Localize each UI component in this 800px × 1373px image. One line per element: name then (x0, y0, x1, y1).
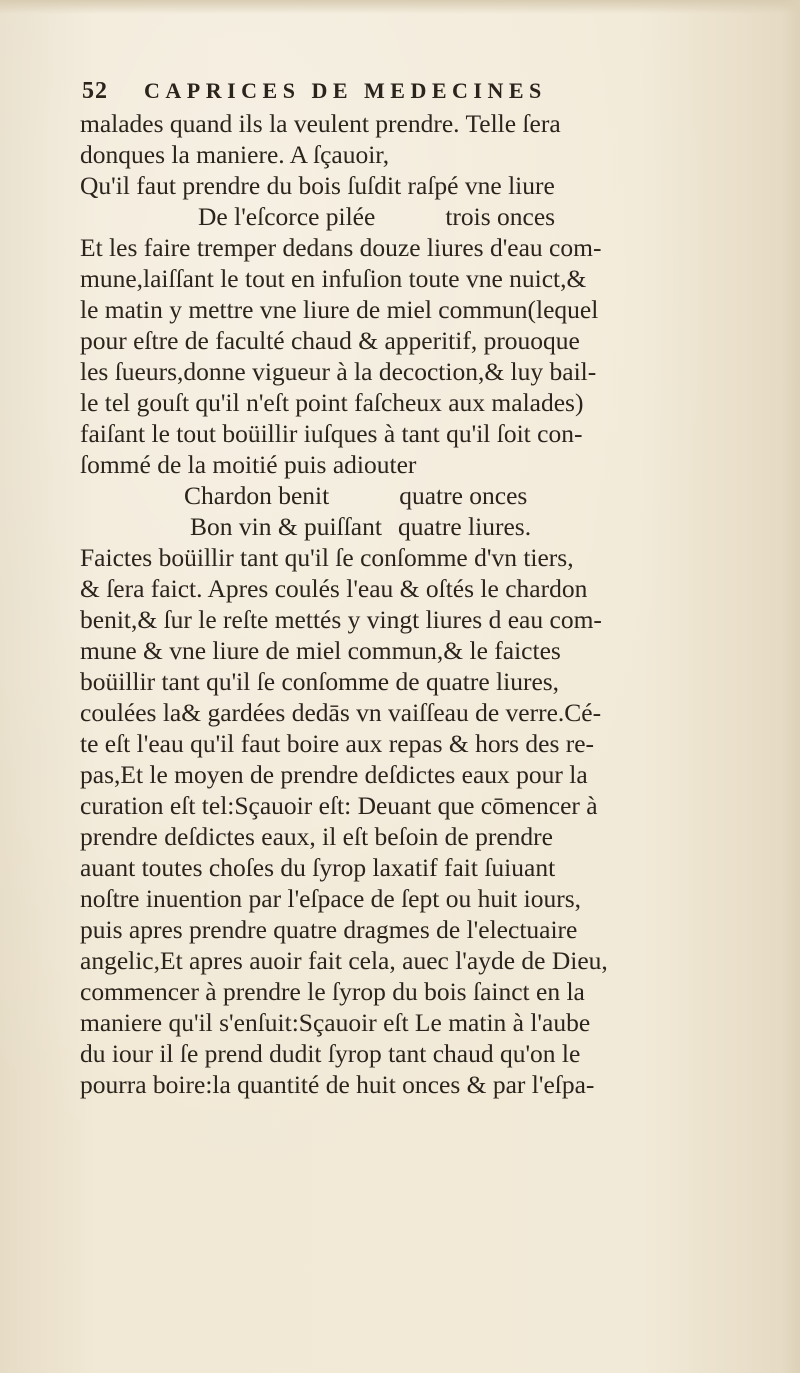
recipe-ingredient-line (80, 480, 770, 511)
running-head (82, 78, 722, 112)
ingredient-quantity: trois onces (445, 202, 556, 231)
text-line: Et les faire tremper dedans douze liures d'eau com- (80, 233, 602, 262)
text-line: le tel gouſt qu'il n'eſt point faſcheux aux malades) (80, 388, 584, 417)
page-right-edge (782, 0, 800, 1373)
text-line: curation eſt tel:Sçauoir eſt: Deuant que cōmencer à (80, 791, 598, 820)
ingredient-quantity: quatre onces (399, 481, 528, 510)
text-line: coulées la& gardées dedās vn vaiſſeau de verre.Cé- (80, 698, 602, 727)
ingredient-name: De l'eſcorce pilée (198, 202, 376, 231)
text-line: le matin y mettre vne liure de miel commun(lequel (80, 295, 599, 324)
ingredient-name: Bon vin & puiſſant (190, 512, 382, 541)
recipe-ingredient-line (80, 201, 770, 232)
text-line: malades quand ils la veulent prendre. Telle ſera (80, 109, 561, 138)
text-line: pour eſtre de faculté chaud & apperitif, prouoque (80, 326, 580, 355)
text-line: Qu'il faut prendre du bois ſuſdit raſpé vne liure (80, 171, 555, 200)
text-line: prendre deſdictes eaux, il eſt beſoin de prendre (80, 822, 553, 851)
text-line: boüillir tant qu'il ſe conſomme de quatre liures, (80, 667, 560, 696)
text-line: commencer à prendre le ſyrop du bois ſainct en la (80, 977, 585, 1006)
body-text (80, 108, 770, 1100)
recipe-ingredient-line (80, 511, 770, 542)
text-line: benit,& ſur le reſte mettés y vingt liures d eau com- (80, 605, 602, 634)
text-line: donques la maniere. A ſçauoir, (80, 140, 390, 169)
text-line: puis apres prendre quatre dragmes de l'electuaire (80, 915, 578, 944)
text-line: maniere qu'il s'enſuit:Sçauoir eſt Le matin à l'aube (80, 1008, 591, 1037)
page-top-edge (0, 0, 800, 14)
text-line: noſtre inuention par l'eſpace de ſept ou huit iours, (80, 884, 581, 913)
text-line: du iour il ſe prend dudit ſyrop tant chaud qu'on le (80, 1039, 581, 1068)
text-line: & ſera faict. Apres coulés l'eau & oſtés le chardon (80, 574, 588, 603)
text-line: mune,laiſſant le tout en infuſion toute vne nuict,& (80, 264, 587, 293)
text-line: mune & vne liure de miel commun,& le faictes (80, 636, 561, 665)
text-line: te eſt l'eau qu'il faut boire aux repas & hors des re- (80, 729, 595, 758)
ingredient-quantity: quatre liures. (397, 512, 532, 541)
text-line: les ſueurs,donne vigueur à la decoction,& luy bail- (80, 357, 597, 386)
page-number: 52 (82, 78, 108, 104)
text-line: auant toutes choſes du ſyrop laxatif fait ſuiuant (80, 853, 556, 882)
text-line: ſommé de la moitié puis adiouter (80, 450, 417, 479)
text-line: angelic,Et apres auoir fait cela, auec l'ayde de Dieu, (80, 946, 608, 975)
text-line: pas,Et le moyen de prendre deſdictes eaux pour la (80, 760, 588, 789)
running-title: CAPRICES DE MEDECINES (144, 78, 547, 103)
ingredient-name: Chardon benit (184, 481, 330, 510)
text-line: Faictes boüillir tant qu'il ſe conſomme d'vn tiers, (80, 543, 574, 572)
text-line: pourra boire:la quantité de huit onces & par l'eſpa- (80, 1070, 595, 1099)
text-line: faiſant le tout boüillir iuſques à tant qu'il ſoit con- (80, 419, 583, 448)
